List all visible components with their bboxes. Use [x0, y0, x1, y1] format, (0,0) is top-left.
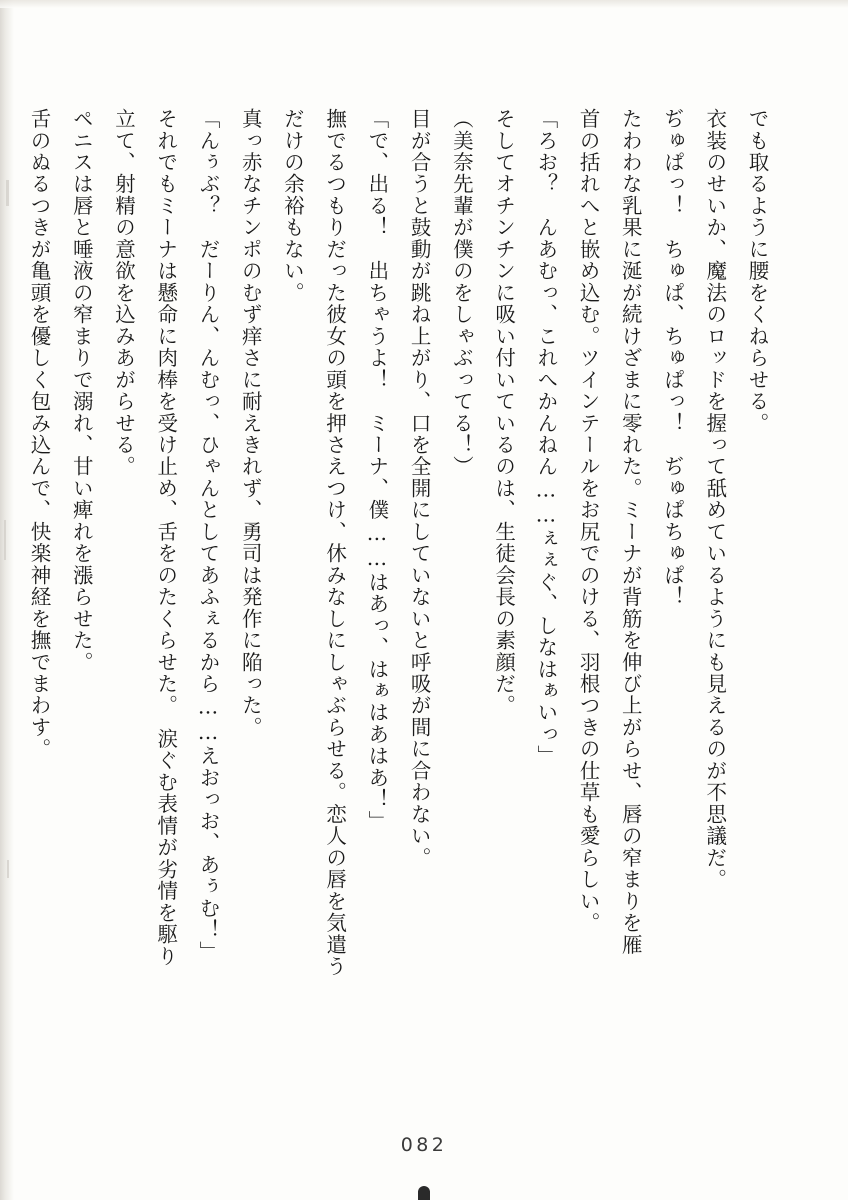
- text-line: 首の括れへと嵌め込む。ツインテールをお尻でのける、羽根つきの仕草も愛らしい。: [576, 108, 601, 934]
- text-line: でも取るように腰をくねらせる。: [745, 108, 769, 434]
- text-line: （美奈先輩が僕のをしゃぶってる！）: [449, 108, 474, 478]
- page-number: 082: [400, 1134, 448, 1156]
- text-line: 撫でるつもりだった彼女の頭を押さえつけ、休みなしにしゃぶらせる。恋人の唇を気遣う: [322, 108, 347, 978]
- text-line: 衣装のせいか、魔法のロッドを握って舐めているようにも見えるのが不思議だ。: [702, 108, 727, 891]
- page-body-text: [27, 108, 778, 1108]
- text-line: 舌のぬるつきが亀頭を優しく包み込んで、快楽神経を撫でまわす。: [27, 108, 52, 760]
- text-line: 「で、出る！ 出ちゃうよ！ ミーナ、僕……はあっ、はぁはあはあ！」: [364, 108, 389, 833]
- text-line: だけの余裕もない。: [280, 108, 305, 304]
- text-line: 「ろお？ んあむっ、これへかんねん……ぇぇぐ、しなはぁいっ」: [533, 108, 558, 767]
- text-line: 立て、射精の意欲を込みあがらせる。: [111, 108, 136, 478]
- text-line: 「んぅぶ？ だーりん、んむっ、ひゃんとしてあふぇるから……えおっお、あぅむ！」: [195, 108, 220, 963]
- scan-edge-top-shadow: [0, 0, 848, 8]
- scan-artifact-speck: [4, 520, 6, 560]
- text-line: たわわな乳果に涎が続けざまに零れた。ミーナが背筋を伸び上がらせ、唇の窄まりを雁: [618, 108, 643, 956]
- scan-artifact-speck: [7, 860, 9, 878]
- text-line: ペニスは唇と唾液の窄まりで溺れ、甘い痺れを漲らせた。: [69, 108, 94, 673]
- text-line: 真っ赤なチンポのむず痒さに耐えきれず、勇司は発作に陥った。: [238, 108, 263, 739]
- text-line: そしてオチンチンに吸い付いているのは、生徒会長の素顔だ。: [491, 108, 516, 717]
- text-line: それでもミーナは懸命に肉棒を受け止め、舌をのたくらせた。 涙ぐむ表情が劣情を駆り: [153, 108, 178, 967]
- text-line: ぢゅぱっ！ ちゅぱ、ちゅぱっ！ ぢゅぱちゅぱ！: [660, 108, 685, 608]
- scan-artifact-speck: [6, 180, 9, 206]
- text-line: 目が合うと鼓動が跳ね上がり、口を全開にしていないと呼吸が間に合わない。: [407, 108, 432, 869]
- page-edge-mark: [418, 1186, 430, 1200]
